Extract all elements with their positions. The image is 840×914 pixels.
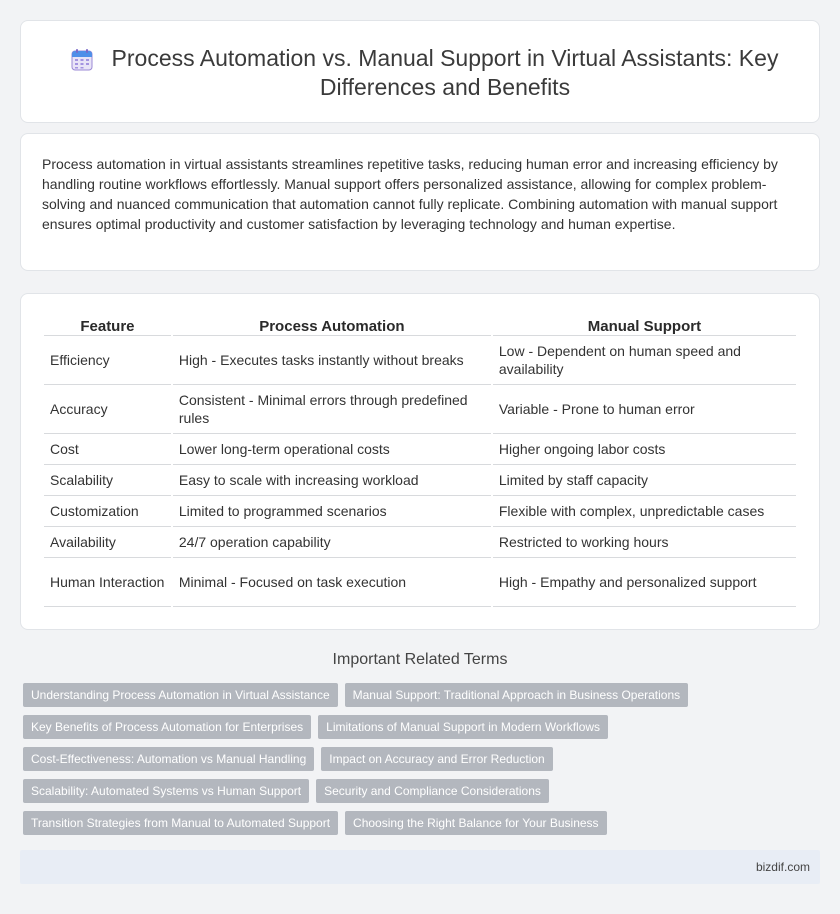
- page-title: Process Automation vs. Manual Support in Virtual Assistants: Key Differences and Benefits: [111, 45, 779, 100]
- automation-cell: Minimal - Focused on task execution: [173, 558, 491, 607]
- related-terms-heading: Important Related Terms: [332, 651, 508, 668]
- feature-cell: Cost: [44, 434, 171, 465]
- feature-cell: Scalability: [44, 465, 171, 496]
- related-term-tag[interactable]: Choosing the Right Balance for Your Business: [345, 811, 607, 835]
- feature-cell: Availability: [44, 527, 171, 558]
- footer: [20, 850, 820, 884]
- table-row: [44, 527, 796, 558]
- related-term-tag[interactable]: Scalability: Automated Systems vs Human Support: [23, 779, 309, 803]
- manual-cell: Limited by staff capacity: [493, 465, 796, 496]
- header-feature: Feature: [44, 315, 171, 336]
- manual-cell: Low - Dependent on human speed and availability: [493, 336, 796, 385]
- automation-cell: Limited to programmed scenarios: [173, 496, 491, 527]
- comparison-table-card: [20, 293, 820, 630]
- feature-cell: Accuracy: [44, 385, 171, 434]
- table-row: [44, 496, 796, 527]
- summary-card: [20, 133, 820, 271]
- automation-cell: Consistent - Minimal errors through predefined rules: [173, 385, 491, 434]
- related-term-tag[interactable]: Impact on Accuracy and Error Reduction: [321, 747, 552, 771]
- related-term-tag[interactable]: Key Benefits of Process Automation for Enterprises: [23, 715, 311, 739]
- manual-cell: Restricted to working hours: [493, 527, 796, 558]
- automation-cell: High - Executes tasks instantly without breaks: [173, 336, 491, 385]
- header-manual-support: Manual Support: [493, 315, 796, 336]
- automation-cell: Easy to scale with increasing workload: [173, 465, 491, 496]
- header-process-automation: Process Automation: [173, 315, 491, 336]
- related-term-tag[interactable]: Understanding Process Automation in Virtual Assistance: [23, 683, 338, 707]
- table-row: [44, 558, 796, 607]
- table-row: [44, 336, 796, 385]
- title-card: [20, 20, 820, 123]
- summary-text: Process automation in virtual assistants streamlines repetitive tasks, reducing human error and increasing efficiency by handling routine workflows effortlessly. Manual support offers personalized assistance, allowing for complex problem-solving and nuanced communication that automation cannot fully replicate. Combining automation with manual support ensures optimal productivity and customer satisfaction by leveraging technology and human expertise.: [42, 156, 778, 232]
- manual-cell: High - Empathy and personalized support: [493, 558, 796, 607]
- related-term-tag[interactable]: Limitations of Manual Support in Modern Workflows: [318, 715, 608, 739]
- feature-cell: Efficiency: [44, 336, 171, 385]
- comparison-table: [42, 315, 798, 607]
- feature-cell: Customization: [44, 496, 171, 527]
- related-term-tag[interactable]: Cost-Effectiveness: Automation vs Manual Handling: [23, 747, 314, 771]
- feature-cell: Human Interaction: [44, 558, 171, 607]
- automation-cell: Lower long-term operational costs: [173, 434, 491, 465]
- related-terms-list: [23, 683, 723, 843]
- related-term-tag[interactable]: Transition Strategies from Manual to Automated Support: [23, 811, 338, 835]
- table-row: [44, 434, 796, 465]
- table-row: [44, 465, 796, 496]
- site-name[interactable]: bizdif.com: [755, 860, 810, 874]
- automation-cell: 24/7 operation capability: [173, 527, 491, 558]
- table-row: [44, 385, 796, 434]
- manual-cell: Variable - Prone to human error: [493, 385, 796, 434]
- related-term-tag[interactable]: Manual Support: Traditional Approach in Business Operations: [345, 683, 689, 707]
- related-term-tag[interactable]: Security and Compliance Considerations: [316, 779, 549, 803]
- manual-cell: Flexible with complex, unpredictable cases: [493, 496, 796, 527]
- manual-cell: Higher ongoing labor costs: [493, 434, 796, 465]
